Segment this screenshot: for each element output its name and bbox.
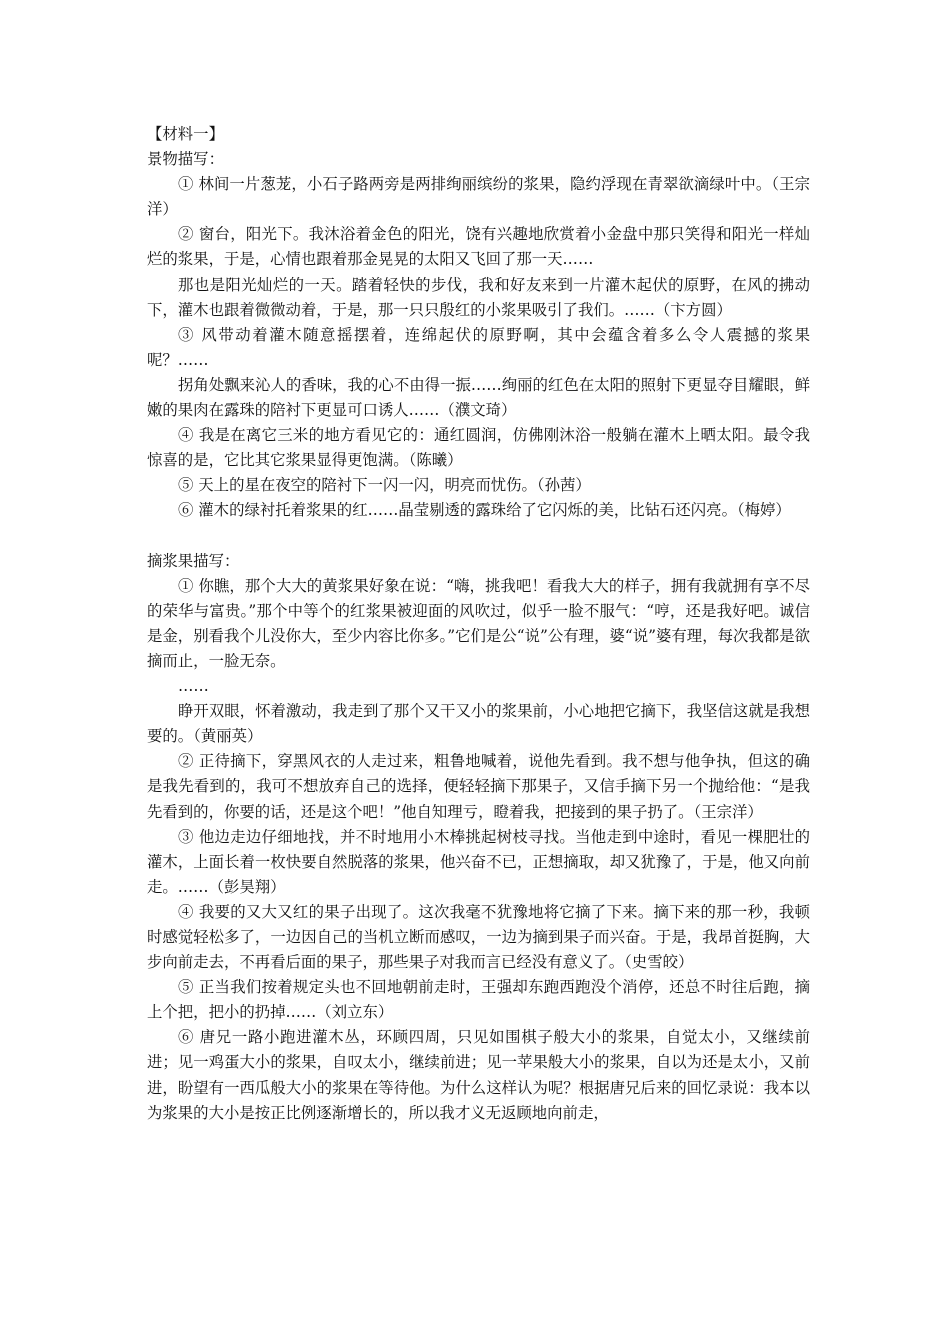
scenery-paragraph-1: ① 林间一片葱茏，小石子路两旁是两排绚丽缤纷的浆果，隐约浮现在青翠欲滴绿叶中。（王宗洋） [147,175,810,219]
scenery-paragraph-6: ⑥ 灌木的绿衬托着浆果的红……晶莹剔透的露珠给了它闪烁的美，比钻石还闪亮。（梅婷） [178,501,791,520]
document-page [147,122,810,1126]
picking-heading: 摘浆果描写： [147,551,240,570]
scenery-paragraph-3: ③ 风带动着灌木随意摇摆着，连绵起伏的原野啊，其中会蕴含着多么令人震撼的浆果呢？…… [147,325,810,369]
scenery-paragraph-2-continued: 那也是阳光灿烂的一天。踏着轻快的步伐，我和好友来到一片灌木起伏的原野，在风的拂动下，灌木也跟着微微动着，于是，那一只只殷红的小浆果吸引了我们。……（卞方圆） [147,275,810,319]
picking-paragraph-3: ③ 他边走边仔细地找，并不时地用小木棒挑起树枝寻找。当他走到中途时，看见一棵肥壮的灌木，上面长着一枚快要自然脱落的浆果，他兴奋不已，正想摘取，却又犹豫了，于是，他又向前走。……（彭昊翔） [147,827,810,896]
scenery-paragraph-2: ② 窗台，阳光下。我沐浴着金色的阳光，饶有兴趣地欣赏着小金盘中那只笑得和阳光一样灿烂的浆果，于是，心情也跟着那金晃晃的太阳又飞回了那一天…… [147,225,810,269]
scenery-paragraph-4: ④ 我是在离它三米的地方看见它的：通红圆润，仿佛刚沐浴一般躺在灌木上晒太阳。最令我惊喜的是，它比其它浆果显得更饱满。（陈曦） [147,426,810,470]
picking-paragraph-6: ⑥ 唐兄一路小跑进灌木丛，环顾四周，只见如围棋子般大小的浆果，自觉太小，又继续前进；见一鸡蛋大小的浆果，自叹太小，继续前进；见一苹果般大小的浆果，自以为还是太小，又前进，盼望有一西瓜般大小的浆果在等待他。为什么这样认为呢？根据唐兄后来的回忆录说：我本以为浆果的大小是按正比例逐渐增长的，所以我才义无返顾地向前走， [147,1028,810,1122]
scenery-heading: 景物描写： [147,150,224,169]
section-spacer [147,524,810,549]
picking-ellipsis: …… [178,677,209,696]
picking-paragraph-1: ① 你瞧，那个大大的黄浆果好象在说：“嗨，挑我吧！看我大大的样子，拥有我就拥有享不尽的荣华与富贵。”那个中等个的红浆果被迎面的风吹过，似乎一脸不服气：“哼，还是我好吧。诚信是金，别看我个儿没你大，至少内容比你多。”它们是公“说”公有理，婆“说”婆有理，每次我都是欲摘而止，一脸无奈。 [147,576,810,670]
scenery-paragraph-5: ⑤ 天上的星在夜空的陪衬下一闪一闪，明亮而忧伤。（孙茜） [178,476,591,495]
picking-paragraph-2: ② 正待摘下，穿黑风衣的人走过来，粗鲁地喊着，说他先看到。我不想与他争执，但这的确是我先看到的，我可不想放弃自己的选择，便轻轻摘下那果子，又信手摘下另一个抛给他：“是我先看到的，你要的话，还是这个吧！”他自知理亏，瞪着我，把接到的果子扔了。（王宗洋） [147,752,810,821]
picking-paragraph-1-continued: 睁开双眼，怀着激动，我走到了那个又干又小的浆果前，小心地把它摘下，我坚信这就是我想要的。（黄丽英） [147,702,810,746]
picking-paragraph-4: ④ 我要的又大又红的果子出现了。这次我毫不犹豫地将它摘了下来。摘下来的那一秒，我顿时感觉轻松多了，一边因自己的当机立断而感叹，一边为摘到果子而兴奋。于是，我昂首挺胸，大步向前走去，不再看后面的果子，那些果子对我而言已经没有意义了。（史雪皎） [147,902,810,972]
picking-paragraph-5: ⑤ 正当我们按着规定头也不回地朝前走时，王强却东跑西跑没个消停，还总不时往后跑，摘上个把，把小的扔掉……（刘立东） [147,978,810,1022]
scenery-paragraph-3-continued: 拐角处飘来沁人的香味，我的心不由得一振……绚丽的红色在太阳的照射下更显夺目耀眼，鲜嫩的果肉在露珠的陪衬下更显可口诱人……（濮文琦） [147,375,810,420]
material-title: 【材料一】 [147,125,224,143]
